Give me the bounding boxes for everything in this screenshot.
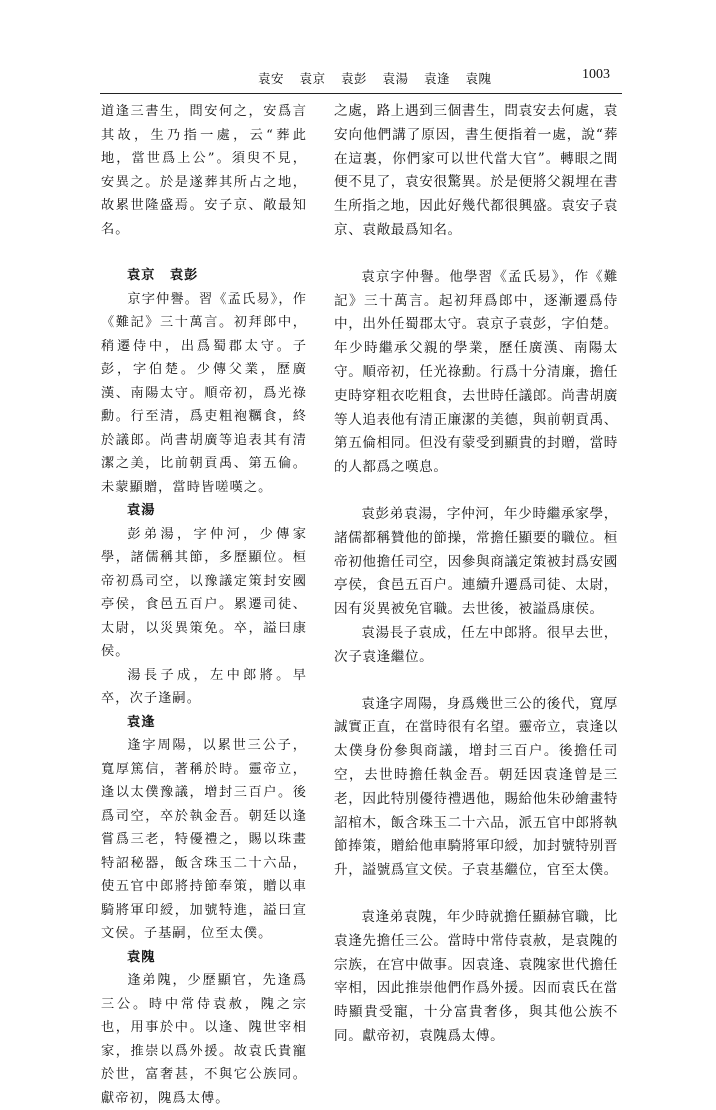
header-name: 袁安	[258, 71, 285, 86]
translation-column	[334, 100, 618, 1049]
header-name: 袁隗	[465, 71, 492, 86]
classical-paragraph: 彭弟湯，字仲河，少傳家學，諸儒稱其節，多歷顯位。桓帝初爲司空，以豫議定策封安國亭侯，食邑五百户。累遷司徒、太尉，以災異策免。卒，謚曰康侯。	[101, 526, 307, 659]
header-name: 袁京	[299, 71, 326, 86]
page-number: 1003	[582, 67, 610, 82]
translation-paragraph: 之處，路上遇到三個書生，問袁安去何處，袁安向他們講了原因，書生便指着一處，說“葬在這裏，你們家可以世代當大官”。轉眼之間便不見了，袁安很驚異。於是便將父親埋在書生所指之地，因此好幾代都很興盛。袁安子袁京、袁敞最爲知名。	[334, 103, 618, 238]
classical-paragraph: 道逢三書生，問安何之，安爲言其故，生乃指一處，云“葬此地，當世爲上公”。須臾不見，安異之。於是遂葬其所占之地，故累世隆盛焉。安子京、敞最知名。	[101, 104, 307, 237]
section-heading: 袁京 袁彭	[127, 268, 199, 283]
classical-paragraph: 逢弟隗，少歷顯官，先逢爲三公。時中常侍袁赦，隗之宗也，用事於中。以逢、隗世宰相家，推崇以爲外援。故袁氏貴寵於世，富奢甚，不與它公族同。獻帝初，隗爲太傅。	[101, 973, 307, 1106]
classical-text-column	[101, 100, 307, 1110]
header-name: 袁湯	[382, 71, 409, 86]
translation-paragraph: 袁逢字周陽，身爲幾世三公的後代，寬厚誠實正直，在當時很有名望。靈帝立，袁逢以太僕身份參與商議，增封三百户。後擔任司空，去世時擔任執金吾。朝廷因袁逢曾是三老，因此特別優待禮遇他，賜給他朱砂繪畫特詔棺木，飯含珠玉二十六品，派五官中郎將執節捧策，贈給他車騎將軍印綬，加封號特别晋升，謚號爲宣文侯。子袁基繼位，官至太僕。	[334, 695, 618, 879]
translation-paragraph: 袁逢弟袁隗，年少時就擔任顯赫官職，比袁逢先擔任三公。當時中常侍袁赦，是袁隗的宗族，在宫中做事。因袁逢、袁隗家世代擔任宰相，因此推崇他們作爲外援。因而袁氏在當時顯貴受寵，十分富貴奢侈，與其他公族不同。獻帝初，袁隗爲太傅。	[334, 908, 618, 1044]
classical-paragraph: 京字仲譽。習《孟氏易》，作《難記》三十萬言。初拜郎中，稍遷侍中，出爲蜀郡太守。子彭，字伯楚。少傳父業，歷廣漢、南陽太守。順帝初，爲光祿勳。行至清，爲吏粗袍糲食，終於議郎。尚書胡廣等追表其有清潔之美，比前朝貢禹、第五倫。未蒙顯贈，當時皆嗟嘆之。	[101, 291, 307, 495]
running-header	[258, 69, 558, 87]
section-heading: 袁逢	[127, 714, 156, 730]
header-name: 袁逢	[424, 71, 451, 86]
section-heading: 袁隗	[127, 949, 156, 965]
classical-paragraph: 湯長子成，左中郎將。早卒，次子逢嗣。	[101, 667, 307, 706]
classical-paragraph: 逢字周陽，以累世三公子，寬厚篤信，著稱於時。靈帝立，逢以太僕豫議，增封三百户。後爲司空，卒於執金吾。朝廷以逢嘗爲三老，特優禮之，賜以珠畫特詔秘器，飯含珠玉二十六品，使五官中郎將持節奉策，贈以車騎將軍印綬，加號特進，謚曰宣文侯。子基嗣，位至太僕。	[101, 738, 307, 941]
translation-paragraph: 袁彭弟袁湯，字仲河，年少時繼承家學，諸儒都稱贊他的節操，常擔任顯要的職位。桓帝初他擔任司空，因參與商議定策被封爲安國亭侯，食邑五百户。連續升遷爲司徒、太尉，因有災異被免官職。去世後，被謚爲康侯。	[334, 505, 618, 618]
translation-paragraph: 袁湯長子袁成，任左中郎將。很早去世，次子袁逢繼位。	[334, 624, 618, 665]
header-name: 袁彭	[341, 71, 368, 86]
header-rule	[100, 93, 622, 94]
section-heading: 袁湯	[127, 503, 156, 518]
translation-paragraph: 袁京字仲譽。他學習《孟氏易》，作《難記》三十萬言。起初拜爲郎中，逐漸遷爲侍中，出外任蜀郡太守。袁京子袁彭，字伯楚。年少時繼承父親的學業，歷任廣漢、南陽太守。順帝初，任光祿勳。行爲十分清廉，擔任吏時穿粗衣吃粗食，去世時任議郎。尚書胡廣等人追表他有清正廉潔的美德，與前朝貢禹、第五倫相同。但没有蒙受到顯貴的封贈，當時的人都爲之嘆息。	[334, 268, 618, 476]
